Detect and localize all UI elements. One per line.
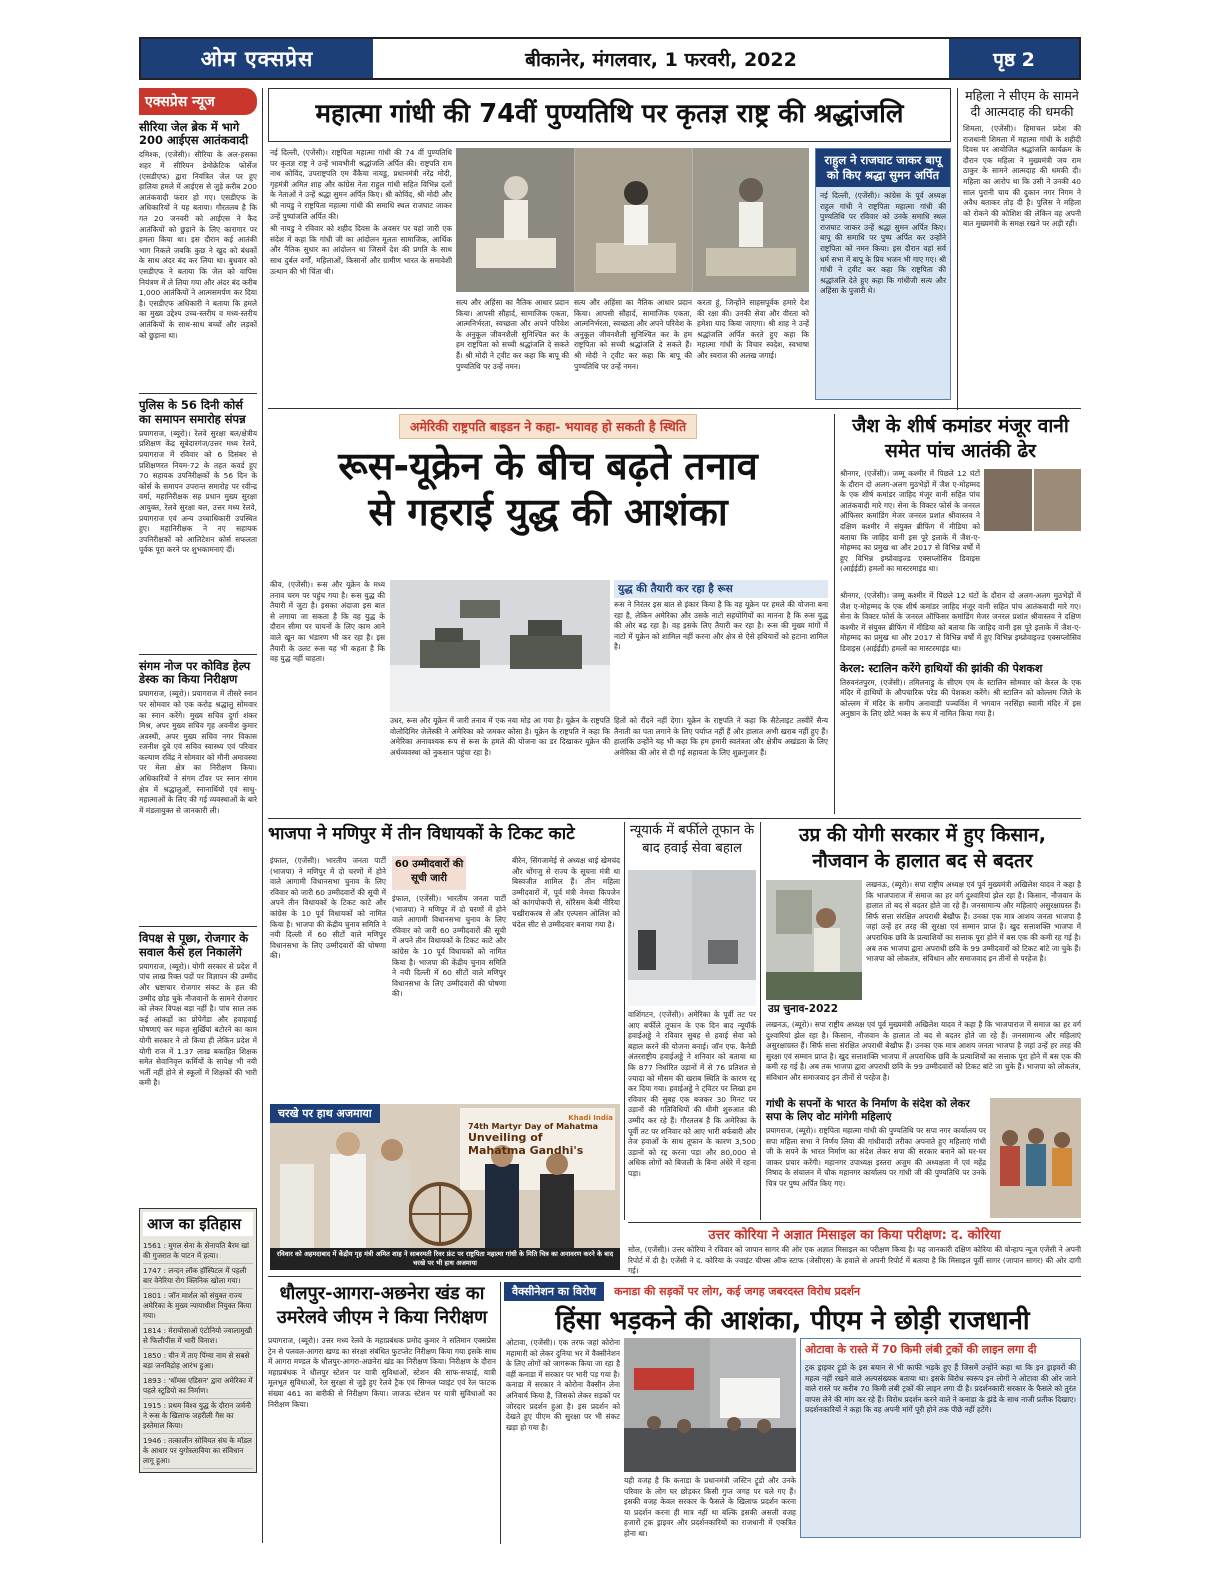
- russia-headline-1: रूस-यूक्रेन के बीच बढ़ते तनाव: [338, 444, 758, 488]
- history-item: 1747 : लन्दन लॉक हॉस्पिटल में पहली बार वेनेरिया रोग क्लिनिक खोला गया।: [143, 1264, 253, 1289]
- history-item: 1814 : मेरायोसाओ एंटोनियो ज्वालामुखी से फिलीपींस में भारी विनाश।: [143, 1324, 253, 1349]
- left-column: [139, 88, 257, 1543]
- canada-kicker-right: कनाडा की सड़कों पर लोग, कई जगह जबरदस्त विरोध प्रदर्शन: [614, 1285, 861, 1298]
- canada-kicker-left: वैक्सीनेशन का विरोध: [504, 1282, 604, 1301]
- up-text-1: लखनऊ, (ब्यूरो)। सपा राष्ट्रीय अध्यक्ष एवं पूर्व मुख्यमंत्री अखिलेश यादव ने कहा है कि भाजपाराज में समाज का हर वर्ग दुश्वारियां झेल रहा है। किसान, नौजवान के हालात तो बद से बदतर होते जा रहे हैं। जनसामान्य और महिलाएं असुरक्षाग्रस्त हैं। सिर्फ सत्ता संरक्षित अपराधी बेखौफ हैं। उनका एक मात्र आशय जनता भाजपा है जहां उन्हें हर तरह की सुरक्षा एवं सम्मान प्राप्त है। खुद सत्ताशक्ति भाजपा में अपराधिक छवि के प्रत्याशियों का सत्ताक पूरा होने में बस एक की कमी रह गई है। अब तक भाजपा द्वारा अपराधी छवि के 99 उम्मीदवारों को टिकट बांटे जा चुके हैं। भाजपा को लोकतंत्र, संविधान और समाजवाद इन तीनों से परहेज है।: [866, 880, 1081, 964]
- gandhi-text-4: करता हूं, जिन्होंने साहसपूर्वक हमारे देश की रक्षा की। उनकी सेवा और वीरता को हमेशा याद किया जाएगा। श्री शाह ने उन्हें श्रद्धांजलि अर्पित करते हुए कहा कि महात्मा गांधी के विचार स्वदेश, स्वभाषा और स्वराज की अलख जगाई।: [697, 298, 809, 360]
- section-label: एक्सप्रेस न्यूज: [139, 88, 257, 115]
- tanks-photo-art: [390, 580, 610, 712]
- kerala-text: तिरुवनंतपुरम, (एजेंसी)। तमिलनाडु के सीएम एम के स्टालिन सोमवार को केरल के एक मंदिर में हाथियों के औपचारिक परेड की पेशकश करेंगे। श्री स्टालिन को कोल्लम जिले के कोल्लम में मंदिर के समीप अनावाड़ी पञ्चविंश में भगवान नरसिंहा स्वामी मंदिर में इस अनुष्ठान के लिए छोटे भक्त के रूप में नामित किया गया है।: [840, 677, 1081, 719]
- rahul-text: नई दिल्ली, (एजेंसी)। कांग्रेस के पूर्व अध्यक्ष राहुल गांधी ने राष्ट्रपिता महात्मा गांधी की पुण्यतिथि पर रविवार को उनके समाधि स्थल राजघाट जाकर उन्हें श्रद्धा सुमन अर्पित किए। बापू की समाधि पर पुष्प अर्पित कर उन्होंने राष्ट्रपिता को नमन किया। इस दौरान वहां सर्व धर्म सभा में बापू के प्रिय भजन भी गाए गए। श्री गांधी ने ट्वीट कर कहा कि राष्ट्रपिता की श्रद्धांजलि देते हुए कहा कि गांधीजी सत्य और अहिंसा के पुजारी थे।: [820, 191, 946, 296]
- police-course-text: प्रयागराज, (ब्यूरो)। रेलवे सुरक्षा बल/क्षेत्रीय प्रशिक्षण केंद्र सूबेदारगंज/उत्तर मध्य रेलवे, प्रयागराज में रविवार को 6 दिसंबर से प्रशिक्षणरत नियम-72 के तहत कवर्ड हुए 70 सहायक उपनिरीक्षकों के 56 दिन के कोर्स के समापन उपरान्त समारोह पर रवीन्द्र वर्मा, महानिरीक्षक सह प्रधान मुख्य सुरक्षा आयुक्त, रेलवे सुरक्षा बल, उत्तर मध्य रेलवे, प्रयागराज एवं अन्य उच्चाधिकारी उपस्थित हुए। महानिरीक्षक ने नए सहायक उपनिरीक्षकों को आलिटेशन कोर्स सफलता पूर्वक पूरा करने पर शुभकामनाएं दीं।: [139, 428, 257, 555]
- snow-photo: [628, 870, 756, 1006]
- column-divider: [262, 88, 263, 1543]
- akhilesh-photo: [766, 880, 862, 1000]
- gandhi-text-3: सत्य और अहिंसा का नैतिक आधार प्रदान किया। आपसी सौहार्द, सामाजिक एकता, आत्मनिर्भरता, स्वच्छता और अपने परिवेश के अनुकूल जीवनशैली सुनिश्चित कर के हम राष्ट्रपिता को सच्ची श्रद्धांजलि दे सकते हैं। श्री मोदी ने ट्वीट कर कहा कि बापू की पुण्यतिथि पर उन्हें नमन।: [574, 298, 692, 371]
- banner-line-1: 74th Martyr Day of Mahatma: [468, 1122, 599, 1131]
- gandhi-text-1: [270, 148, 452, 400]
- woman-threat-headline: महिला ने सीएम के सामने दी आत्मदाह की धमकी: [965, 88, 1079, 119]
- rahul-headline: राहुल ने राजघाट जाकर बापू को किए श्रद्धा सुमन अर्पित: [816, 149, 950, 187]
- manipur-story: [268, 822, 620, 850]
- sapa-women-headline: गांधी के सपनों के भारत के निर्माण के संदेश को लेकर सपा के लिए वोट मांगेगी महिलाएं: [766, 1098, 970, 1123]
- russia-headline-2: से गहराई युद्ध की आशंका: [368, 490, 728, 534]
- truck-line-headline: ओटावा के रास्ते में 70 किमी लंबी ट्रकों की लाइन लगा दी: [801, 1339, 1080, 1360]
- employment-text: प्रयागराज, (ब्यूरो)। योगी सरकार से प्रदेश में पांच लाख रिक्त पदों पर विज्ञापन की उम्मीद और भ्रष्टाचार रोजगार संकट के हल की उम्मीद छोड़ चुके नौजवानों के सामने रोजगार को लेकर विपक्ष बड़ा नहीं है। पांच साल तक कई आंकड़ों का प्रोपेगेंडा और हवाहवाई घोषणाएं कर महज सुर्खियां बटोरने का काम योगी सरकार ने तो किया ही लेकिन प्रदेश में योगी राज में 1.37 लाख बकाहित शिक्षक समेत सेवानिवृत्त कर्मियों के सापेक्ष भी नयी भर्ती नहीं होने से स्कूलों में शिक्षकों की भारी कमी है।: [139, 961, 257, 1088]
- history-item: 1893 : 'थॉमस एडिसन' द्वारा अमेरिका में पहले स्टूडियो का निर्माण।: [143, 1374, 253, 1399]
- column-divider: [834, 414, 835, 814]
- sapa-women-photo: [990, 1098, 1081, 1218]
- sapa-women-text: प्रयागराज, (ब्यूरो)। राष्ट्रपिता महात्मा गांधी की पुण्यतिथि पर सपा नगर कार्यालय पर सपा महिला सभा ने निर्णय लिया की गांधीवादी तरीका अपनाते हुए महिलाएं गांधी जी के सपने के भारत निर्माण का संदेश लेकर सपा की सरकार बनाने को घर-घर जाकर प्रचार करेंगी। महानगर उपाध्यक्ष इस्तरा अजुम की अध्यक्षता में एवं महेंद्र निषाद के संचालन में चौक महानगर कार्यालय पर गांधी जी की पुण्यतिथि पर उनके चित्र पर पुष्प अर्पित किए गए।: [766, 1126, 986, 1188]
- dateline: बीकानेर, मंगलवार, 1 फरवरी, 2022: [525, 48, 797, 71]
- snow-photo-art: [628, 870, 756, 1006]
- korea-headline: उत्तर कोरिया ने अज्ञात मिसाइल का किया परीक्षण: द. कोरिया: [628, 1222, 1081, 1243]
- manipur-text-1b: इंफाल, (एजेंसी)। भारतीय जनता पार्टी (भाजपा) ने मणिपुर में दो चरणों में होने वाले आगामी विधानसभा चुनाव के लिए रविवार को जारी 60 उम्मीदवारों की सूची में अपने तीन विधायकों के टिकट काटे और कांग्रेस के 10 पूर्व विधायकों को नामित किया है। भाजपा की केंद्रीय चुनाव समिति ने नयी दिल्ली में 60 सीटों वाले मणिपुर विधानसभा के लिए उम्मीदवारों की घोषणा की।: [392, 894, 506, 999]
- canada-text-2: यही वजह है कि कनाडा के प्रधानमंत्री जस्टिन ट्रूडो और उनके परिवार के लोग घर छोड़कर किसी गुप्त जगह पर चले गए हैं। इसकी वजह केवल सरकार के फैसले के खिलाफ प्रदर्शन करना या प्रदर्शन करना ही मात्र नहीं था बल्कि इसकी असली वजह हजारों ट्रक ड्राइवर और प्रदर्शनकारियों का राजधानी में एकत्रित होना था।: [624, 1476, 796, 1538]
- divider: [139, 393, 257, 394]
- protest-photo: [624, 1338, 796, 1472]
- history-item: 1561 : मुगल सेना के सेनापति बैरम खां की गुजरात के पाटन में हत्या।: [143, 1239, 253, 1264]
- history-item: 1801 : जॉन मार्शल को संयुक्त राज्य अमेरिका के मुख्य न्यायाधीश नियुक्त किया गया।: [143, 1289, 253, 1324]
- history-item: 1915 : प्रथम विश्व युद्ध के दौरान जर्मनी ने रूस के खिलाफ जहरीली गैस का इस्तेमाल किया।: [143, 1399, 253, 1434]
- history-item: 1850 : चीन में ताए पिंग्या नाम से सबसे बड़ा जनविद्रोह आरंभ हुआ।: [143, 1349, 253, 1374]
- ny-headline: न्यूयार्क में बर्फीले तूफान के बाद हवाई सेवा बहाल: [629, 823, 755, 856]
- ny-story: [628, 822, 756, 858]
- charkha-photo: [270, 1104, 620, 1248]
- dholpur-headline: धौलपुर-आगरा-अछनेरा खंड का उमरेलवे जीएम ने किया निरीक्षण: [276, 1283, 488, 1328]
- up-election-label: उप्र चुनाव-2022: [766, 1000, 862, 1018]
- truck-line-text: ट्रक ड्राइवर ट्रूडो के इस बयान से भी काफी भड़के हुए हैं जिसमें उन्होंने कहा था कि इन ड्राइवरों की महत्व नहीं रखने वाले अल्पसंख्यक बताया था। इसके विरोध स्वरूप इन लोगों ने ओटावा की ओर जाने वाले रास्ते पर करीब 70 किमी लंबी ट्रकों की लाइन लगा दी है। प्रदर्शनकारी सरकार के फैसले को तुरंत वापस लेने की मांग कर रहे हैं। विरोध प्रदर्शन करने वाले ने कनाडा के झंडे के साथ नाजी प्रतीक दिखाए। प्रदर्शनकारियों ने कहा कि वह अपनी मांगें पूरी होने तक पीछे नहीं हटेंगे।: [805, 1363, 1076, 1415]
- russia-kicker: अमेरिकी राष्ट्रपति बाइडन ने कहा- भयावह हो सकती है स्थिति: [399, 414, 697, 439]
- up-headline-2: नौजवान के हालात बद से बदतर: [812, 850, 1033, 872]
- gandhi-para-2: श्री नायडु ने रविवार को शहीद दिवस के अवसर पर यहां जारी एक संदेश में कहा कि गांधी जी का आंदोलन मूलतः सामाजिक, आर्थिक और नैतिक सुधार का आंदोलन था जिसमें देश की प्रगति के साथ साथ दुर्बल वर्गों, महिलाओं, किसानों और ग्रामीण भारत के समावेशी उत्थान की भी चिंता थी।: [270, 224, 452, 276]
- dholpur-story: [268, 1282, 496, 1536]
- jaish-text: श्रीनगर, (एजेंसी)। जम्मू कश्मीर में पिछले 12 घंटों के दौरान दो अलग-अलग मुठभेड़ों में जैश ए-मोहम्मद के एक शीर्ष कमांडर जाहिद मंजूर वानी सहित पांच आतंकवादी मारे गए। सेना के विक्टर फोर्स के जनरल ऑफिसर कमांडिंग मेजर जनरल प्रशांत श्रीवास्तव ने दक्षिण कश्मीर में संयुक्त ब्रीफिंग में मीडिया को बताया कि जाहिद वानी इस पूरे इलाके में जैश-ए-मोहम्मद का प्रमुख था और 2017 से विभिन्न वर्षों में हुए विभिन्न इम्प्रोवाइज्ड एक्सप्लोसिव डिवाइस (आईईडी) हमलों का मास्टरमाइंड था।: [840, 469, 980, 574]
- syria-text: दमिश्क, (एजेंसी)। सीरिया के अल-हसका शहर में सीरियन डेमोक्रेटिक फोर्सेज (एसडीएफ) द्वारा नियंत्रित जेल पर हुए हालिया हमले में आईएस से जुड़े करीब 200 आतंकवादी फरार हो गए। एसडीएफ के अधिकारियों ने यह बताया। गौरतलब है कि गत 20 जनवरी को आईएस ने कैद आतंकियों को छुड़ाने के लिए कारागार पर हमला किया था। इस दौरान कई आतंकी भाग निकले जबकि कुछ ने खुद को बंधकों के साथ अंदर बंद कर लिया था। बुधवार को एसडीएफ ने बताया कि जेल को वापिस नियंत्रण में ले लिया गया और अंदर बंद करीब 1,000 आतंकियों ने आत्मसमर्पण कर दिया है। एसडीएफ अधिकारी ने बताया कि हमले का मुख्य उद्देश्य उच्च-स्तरीय व मध्य-स्तरीय आतंकियों के साथ-साथ बच्चों और लड़कों को छुड़ाना था।: [139, 150, 257, 340]
- russia-text-3: हितों को रौंदने नहीं देगा। यूक्रेन के राष्ट्रपति ने कहा कि सैटेलाइट तस्वीरें सैन्य तैनाती का पता लगाने के लिए पर्याप्त नहीं हैं और हालात अभी खराब नहीं हुए हैं। हालांकि उन्होंने यह भी कहा कि हम हमारी स्वतंत्रता और क्षेत्रीय अखंडता के लिए अमेरिका की ओर से दी गई सहायता के लिए शुक्रगुजार हैं।: [614, 716, 828, 757]
- manipur-text-2: बीरेन, सिंगजामेई से अध्यक्ष थाई खेमचंद और थोंगजु से राज्य के सूचना मंत्री था बिस्वजीत शामिल हैं। तीन महिला उम्मीदवारों में, पूर्व मंत्री नेमचा किपजेन को कांगपोकपी से, सोरैसम केबी नीरिया चखीराकरब से और एल्‍पसन ओलिश को चंदेल सीट से उम्मीदवार बनाया गया है।: [512, 856, 620, 929]
- woman-threat-text: शिमला, (एजेंसी)। हिमाचल प्रदेश की राजधानी शिमला में महात्मा गांधी के शहीदी दिवस पर आयोजित श्रद्धांजलि कार्यक्रम के दौरान एक महिला ने मुख्यमंत्री जय राम ठाकुर के सामने आत्मदाह की धमकी दी। महिला का आरोप था कि उसी ने उनकी 40 साल पुरानी चाय की दुकान नगर निगम ने अवैध बताकर तोड़ दी है। पुलिस ने महिला को रोकने की कोशिश की लेकिन वह अपनी बात मुख्यमंत्री के समक्ष रखने पर अड़ी रही।: [963, 124, 1081, 229]
- charkha-caption: रविवार को अहमदाबाद में केंद्रीय गृह मंत्री अमित शाह ने साबरमती रिवर फ्रंट पर राष्ट्रपिता महात्मा गांधी के मिति चित्र का अनावरण करने के बाद चरखे पर भी हाथ अजमाया: [270, 1248, 620, 1270]
- canada-text-1: ओटावा, (एजेंसी)। एक तरफ जहां कोरोना महामारी को लेकर दुनिया भर में वैक्सीनेशन के लिए लोगों को जागरूक किया जा रहा है वहीं कनाडा में सरकार पर भारी पड़ गया है। कनाडा में सरकार ने कोरोना वैक्सीन लेना अनिवार्य किया है, जिसको लेकर सड़कों पर जोरदार प्रदर्शन हुआ है। इस प्रदर्शन को देखते हुए पीएम की सुरक्षा पर भी संकट खड़ा हो गया है।: [506, 1338, 620, 1432]
- truck-line-box: [800, 1338, 1081, 1538]
- covid-desk-text: प्रयागराज, (ब्यूरो)। प्रयागराज में तीसरे स्नान पर सोमवार को एक करोड़ श्रद्धालु सोमवार का स्नान करेंगे। मुख्य सचिव दुर्गा शंकर मिश्र, अपर मुख्य सचिव गृह अवनीश कुमार अवस्थी, अपर मुख्य सचिव नगर विकास रजनीश दुबे एवं सचिव स्वास्थ्य एवं परिवार कल्याण रविंद्र ने सोमवार को मौनी अमावस्या पर मेला क्षेत्र का निरीक्षण किया। अधिकारियों ने संगम टॉवर पर स्नान संगम क्षेत्र में श्रद्धालुओं, स्नानार्थियों एवं साधु-महात्माओं के लिए की गई व्यवस्थाओं के बारे में मंडलायुक्त से जानकारी ली।: [139, 689, 257, 815]
- divider: [139, 654, 257, 655]
- police-course-headline: पुलिस के 56 दिनी कोर्स का समापन समारोह संपन्न: [139, 398, 246, 426]
- war-prep-text: रूस ने निरंतर इस बात से इंकार किया है कि वह यूक्रेन पर हमले की योजना बना रहा है, लेकिन अमेरिका और उसके नाटो सहयोगियों का मानना है कि रूस युद्ध की ओर बढ़ रहा है। वह इसके लिए तैयारी कर रहा है। रूस की मुख्य मांगों में नाटो में यूक्रेन को शामिल नहीं करना और क्षेत्र से ऐसे हथियारों को हटाना शामिल है।: [614, 600, 828, 652]
- section-divider: [268, 1276, 1081, 1277]
- banner-line-3: Mahatma Gandhi's: [468, 1144, 584, 1157]
- akhilesh-photo-art: [766, 880, 862, 1000]
- militant-photos: [984, 469, 1081, 531]
- protest-photo-art: [624, 1338, 796, 1472]
- sapa-women-story: [766, 1098, 986, 1208]
- gandhi-tribute-photo: [456, 148, 809, 292]
- banner-line-2: Unveiling of: [468, 1131, 543, 1144]
- sapa-photo-art: [990, 1098, 1081, 1218]
- column-divider: [500, 1282, 501, 1544]
- charkha-kicker: चरखे पर हाथ अजमाया: [270, 1104, 380, 1123]
- militant-photo-2: [1034, 469, 1082, 531]
- jaish-text-more: श्रीनगर, (एजेंसी)। जम्मू कश्मीर में पिछले 12 घंटों के दौरान दो अलग-अलग मुठभेड़ों में जैश ए-मोहम्मद के एक शीर्ष कमांडर जाहिद मंजूर वानी सहित पांच आतंकवादी मारे गए। सेना के विक्टर फोर्स के जनरल ऑफिसर कमांडिंग मेजर जनरल प्रशांत श्रीवास्तव ने दक्षिण कश्मीर में संयुक्त ब्रीफिंग में मीडिया को बताया कि जाहिद वानी इस पूरे इलाके में जैश-ए-मोहम्मद का प्रमुख था और 2017 से विभिन्न वर्षों में हुए विभिन्न इम्प्रोवाइज्ड एक्सप्लोसिव डिवाइस (आईईडी) हमलों का मास्टरमाइंड था।: [840, 591, 1081, 653]
- up-story: [764, 822, 1081, 874]
- war-prep-headline: युद्ध की तैयारी कर रहा है रूस: [614, 580, 828, 598]
- korea-text: सोल, (एजेंसी)। उत्तर कोरिया ने रविवार को जापान सागर की ओर एक अज्ञात मिसाइल का परीक्षण किया है। यह जानकारी दक्षिण कोरिया की योन्हाप न्यूज एजेंसी ने अपनी रिपोर्ट में दी है। एजेंसी ने द. कोरिया के ज्वाइंट चीफ्स ऑफ स्टाफ (जेसीएस) के हवाले से अपनी रिपोर्ट में बताया है कि मिसाइल पूर्वी सागर (जापान सागर) की ओर दागी गई।: [628, 1245, 1081, 1275]
- russia-text-1: कीव, (एजेंसी)। रूस और यूक्रेन के मध्य तनाव चरम पर पहुंच गया है। रूस युद्ध की तैयारी में जुटा है। इसका अंदाजा इस बात से लगाया जा सकता है कि वह युद्ध के दौरान सीमा पर चायनों के लिए काम आने वाले खून का भंडारण भी कर रहा है। इस तैयारी के उलट रूस यह भी कहता है कि वह युद्ध नहीं चाहता।: [270, 580, 385, 664]
- woman-threat-story: [963, 88, 1081, 402]
- korea-story: [628, 1222, 1081, 1275]
- section-divider: [268, 408, 1081, 409]
- gandhi-headline-box: [268, 88, 951, 142]
- gandhi-para-1: नई दिल्ली, (एजेंसी)। राष्ट्रपिता महात्मा गांधी की 74 वीं पुण्यतिथि पर कृतज्ञ राष्ट्र ने उन्हें भावभीनी श्रद्धांजलि अर्पित की। राष्ट्रपति राम नाथ कोविंद, उपराष्ट्रपति एम वैंकैया नायडु, प्रधानमंत्री नरेंद्र मोदी, गृहमंत्री अमित शाह और कांग्रेस नेता राहुल गांधी सहित विभिन्न दलों के नेताओं ने उन्हें श्रद्धा सुमन अर्पित किए। श्री कोविंद, श्री मोदी और श्री नायडु ने राष्ट्रपिता महात्मा गांधी की समाधि स्थल राजघाट जाकर उन्हें पुष्पांजलि अर्पित की।: [270, 148, 452, 221]
- militant-photo-1: [984, 469, 1032, 531]
- covid-desk-headline: संगम नोज पर कोविड हेल्प डेस्क का किया निरीक्षण: [139, 658, 251, 687]
- masthead: [139, 37, 1081, 80]
- section-divider: [268, 818, 1081, 819]
- divider: [139, 926, 257, 927]
- banner-brand: Khadi India: [568, 1114, 613, 1122]
- tanks-photo: [390, 580, 610, 712]
- candidates-badge: 60 उम्मीदवारों की सूची जारी: [392, 856, 466, 890]
- history-box: [139, 1208, 257, 1473]
- unveiling-banner: [468, 1114, 613, 1157]
- page-number: पृष्ठ 2: [949, 39, 1079, 78]
- up-headline-1: उप्र की योगी सरकार में हुए किसान,: [799, 824, 1046, 846]
- column-divider: [760, 822, 761, 1220]
- rahul-box: [815, 148, 951, 400]
- dholpur-text: प्रयागराज, (ब्यूरो)। उत्तर मध्य रेलवे के महाप्रबंधक प्रमोद कुमार ने सतिमान एक्सप्रेस ट्रेन से पलवल-आगरा खण्ड का संरक्षा संबंधित फुटप्लेट निरीक्षण किया गया इसके साथ में आगरा मण्डल के धौलपुर-आगरा-अछनेरा खंड का निरीक्षण किया। निरीक्षण के दौरान महाप्रबंधक ने धौलपुर स्टेशन पर यात्री सुविधाओं, स्टेशन की साफ-सफाई, यात्री मूलभूत सुविधाओं, रेल सुरक्षा से जुड़े हुए रेलवे ट्रैक एवं सिग्नल प्वाइंट एवं रेल फाटक संख्या 461 का बारीकी से निरीक्षण किया। जाजऊ स्टेशन पर यात्री सुविधाओं का निरीक्षण किया।: [268, 1336, 496, 1409]
- gandhi-headline: महात्मा गांधी की 74वीं पुण्यतिथि पर कृतज्ञ राष्ट्र की श्रद्धांजलि: [315, 99, 904, 130]
- jaish-story: [840, 414, 1081, 812]
- war-prep-box: [614, 580, 828, 712]
- canada-headline: हिंसा भड़कने की आशंका, पीएम ने छोड़ी राजधानी: [555, 1306, 1030, 1336]
- history-title: आज का इतिहास: [143, 1212, 253, 1236]
- russia-text-2: उधर, रूस और यूक्रेन में जारी तनाव में एक नया मोड़ आ गया है। यूक्रेन के राष्ट्रपति वोलोदिमिर जेलेंस्की ने अमेरिका को जमकर कोसा है। यूक्रेन के राष्ट्रपति ने कहा कि अमेरिका अनावश्यक रूप से रूस के हमले की योजना का डर दिखाकर यूक्रेन की अर्थव्यवस्था को नुकसान पहुंचा रहा है।: [390, 716, 610, 757]
- up-text-2: लखनऊ, (ब्यूरो)। सपा राष्ट्रीय अध्यक्ष एवं पूर्व मुख्यमंत्री अखिलेश यादव ने कहा है कि भाजपाराज में समाज का हर वर्ग दुश्वारियां झेल रहा है। किसान, नौजवान के हालात तो बद से बदतर होते जा रहे हैं। जनसामान्य और महिलाएं असुरक्षाग्रस्त हैं। सिर्फ सत्ता संरक्षित अपराधी बेखौफ हैं। उनका एक मात्र आशय जनता भाजपा है जहां उन्हें हर तरह की सुरक्षा एवं सम्मान प्राप्त है। खुद सत्ताशक्ति भाजपा में अपराधिक छवि के प्रत्याशियों का सत्ताक पूरा होने में बस एक की कमी रह गई है। अब तक भाजपा द्वारा अपराधी छवि के 99 उम्मीदवारों को टिकट बांटे जा चुके हैं। भाजपा को लोकतंत्र, संविधान और समाजवाद इन तीनों से परहेज है।: [766, 1020, 1081, 1082]
- history-list: [143, 1239, 253, 1469]
- manipur-headline: भाजपा ने मणिपुर में तीन विधायकों के टिकट काटे: [268, 824, 575, 844]
- newspaper-name: ओम एक्सप्रेस: [141, 39, 373, 78]
- jaish-headline: जैश के शीर्ष कमांडर मंजूर वानी समेत पांच आतंकी ढेर: [852, 415, 1069, 462]
- column-divider: [624, 822, 625, 1220]
- tribute-photo-art: [456, 148, 809, 292]
- manipur-text-1: इंफाल, (एजेंसी)। भारतीय जनता पार्टी (भाजपा) ने मणिपुर में दो चरणों में होने वाले आगामी विधानसभा चुनाव के लिए रविवार को जारी 60 उम्मीदवारों की सूची में अपने तीन विधायकों के टिकट काटे और कांग्रेस के 10 पूर्व विधायकों को नामित किया है। भाजपा की केंद्रीय चुनाव समिति ने नयी दिल्ली में 60 सीटों वाले मणिपुर विधानसभा के लिए उम्मीदवारों की घोषणा की।: [270, 856, 386, 961]
- syria-headline: सीरिया जेल ब्रेक में भागे 200 आईएस आतंकवादी: [139, 120, 249, 148]
- history-item: 1946 : तत्कालीन सोवियत संघ के मॉडल के आधार पर युगोस्लाविया का संविधान लागू हुआ।: [143, 1434, 253, 1469]
- column-divider: [957, 88, 958, 410]
- kerala-headline: केरल: स्टालिन करेंगे हाथियों की झांकी की पेशकश: [840, 662, 1043, 675]
- gandhi-text-2: सत्य और अहिंसा का नैतिक आधार प्रदान किया। आपसी सौहार्द, सामाजिक एकता, आत्मनिर्भरता, स्वच्छता और अपने परिवेश के अनुकूल जीवनशैली सुनिश्चित कर के हम राष्ट्रपिता को सच्ची श्रद्धांजलि दे सकते हैं। श्री मोदी ने ट्वीट कर कहा कि बापू की पुण्यतिथि पर उन्हें नमन।: [456, 298, 569, 371]
- ny-text: वाशिंगटन, (एजेंसी)। अमेरिका के पूर्वी तट पर आए बर्फीले तूफान के एक दिन बाद न्यूयॉर्क हवाईअड्डे ने रविवार सुबह से हवाई सेवा को बहाल करने की योजना बनाई। जॉन एफ. कैनेडी अंतरराष्ट्रीय हवाईअड्डे ने शनिवार को बताया था कि 877 निर्धारित उड़ानों में से 76 प्रतिशत से ज्यादा को मौसम की खराब स्थिति के कारण रद्द कर दिया गया। हवाईअड्डे ने ट्विटर पर लिखा हम रविवार की सुबह एक बजकर 30 मिनट पर उड़ानों की गतिविधियों की धीमी शुरुआत की उम्मीद कर रहे हैं। गौरतलब है कि अमेरिका के पूर्वी तट पर शनिवार को आए भारी बर्फबारी और तेज हवाओं के साथ तूफान के कारण 3,500 उड़ानों को रद्द करना पड़ा और 80,000 से अधिक लोगों को बिजली के बिना अंधेरे में रहना पड़ा।: [628, 1010, 756, 1178]
- employment-headline: विपक्ष से पूछा, रोजगार के सवाल कैसे हल निकालेंगे: [139, 931, 249, 959]
- canada-story: [504, 1282, 1081, 1337]
